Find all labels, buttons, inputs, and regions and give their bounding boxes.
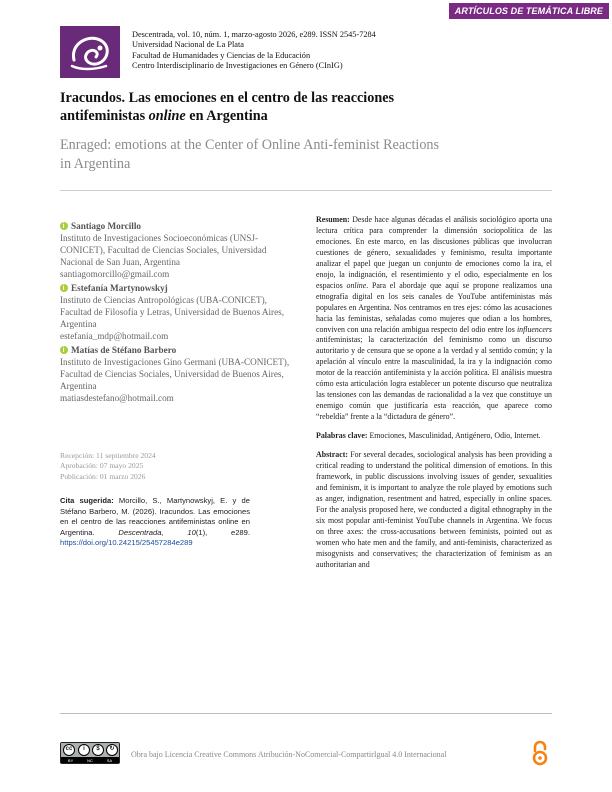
orcid-icon[interactable] [60, 284, 68, 292]
resumen-text: Desde hace algunas décadas el análisis sociológico aporta una lectura crítica para comprender la dimensión sociopolítica de las emociones. En este marco, en las discusiones públicas que involucran cuestiones de género, sexualidades y feminismo, resulta importante analizar el papel que juegan un conjunto de emociones como la ira, el enojo, la indignación, el resentimiento y el odio, especialmente en los espacios [316, 215, 552, 290]
authors-column [60, 220, 300, 406]
header-line: Descentrada, vol. 10, núm. 1, marzo-agosto 2026, e289. ISSN 2545-7284 [132, 30, 376, 39]
keywords-paragraph [316, 431, 552, 442]
cc-icon: cc [63, 744, 75, 756]
nc-icon: $ [92, 744, 104, 756]
citation-text: Morcillo, S., Martynowskyj, E. y de Stéfano Barbero, M. (2026). Iracundos. Las emociones en el centro de las reacciones antifeministas online en Argentina. [60, 496, 251, 537]
approved-date: Aprobación: 07 mayo 2025 [60, 461, 144, 471]
abstract-label: Abstract: [316, 450, 348, 460]
title-part: en Argentina [185, 108, 268, 124]
abstract-text: For several decades, sociological analysis has been providing a critical reading to understand the political dimension of emotions. In this framework, in public discussions involving issues of gender, sexualities and feminism, it is important to analyze the role played by emotions such as anger, indignation, resentment and hatred, especially in online spaces. For the analysis proposed here, we conducted a digital ethnography in the six most popular anti-feminist YouTube channels in Argentina. We focus on three axes: the cross-accusations between feminists, pointed out as women who hate men and the family, and anti-feminists, characterized as misogynists and conservatives; the characterization of feminism as an authoritarian and [316, 450, 552, 569]
sa-icon: ↻ [106, 744, 118, 756]
divider [60, 190, 552, 191]
resumen-label: Resumen: [316, 215, 350, 224]
article-title-english: Enraged: emotions at the Center of Online Anti-feminist Reactions in Argentina [60, 137, 440, 172]
author-name [60, 344, 300, 356]
orcid-icon[interactable] [60, 222, 68, 230]
title-emphasis: online [148, 108, 186, 124]
author-affiliation: Instituto de Investigaciones Gino Germani (UBA-CONICET), Facultad de Ciencias Sociales, Universidad de Buenos Aires, Argentina [60, 357, 290, 391]
resumen-emphasis: influencers [516, 324, 552, 334]
cc-terms-bar [61, 757, 119, 763]
citation-label: Cita sugerida: [60, 496, 114, 505]
license-text[interactable]: Obra bajo Licencia Creative Commons Atribución-NoComercial-CompartirIgual 4.0 Internacional [131, 750, 447, 759]
journal-logo [60, 26, 120, 78]
resumen-paragraph [316, 215, 552, 423]
author-name-text: Estefanía Martynowskyj [71, 283, 168, 293]
author-affiliation: Instituto de Investigaciones Socioeconómicas (UNSJ-CONICET), Facultad de Ciencias Sociales, Universidad Nacional de San Juan, Argentina [60, 233, 267, 267]
author-block [60, 344, 300, 404]
doi-link[interactable]: https://doi.org/10.24215/25457284e289 [60, 538, 193, 547]
keywords-text: Emociones, Masculinidad, Antigénero, Odio, Internet. [367, 431, 541, 441]
section-badge: ARTÍCULOS DE TEMÁTICA LIBRE [449, 3, 609, 19]
author-email[interactable]: santiagomorcillo@gmail.com [60, 269, 170, 279]
received-date: Recepción: 11 septiembre 2024 [60, 451, 156, 460]
orcid-icon[interactable] [60, 346, 68, 354]
author-block [60, 220, 300, 280]
abstract-paragraph [316, 450, 552, 570]
creative-commons-icon[interactable] [60, 742, 120, 764]
keywords-label: Palabras clave: [316, 431, 368, 441]
title-part: Iracundos. Las emociones en el centro de las reacciones antifeministas [60, 90, 395, 124]
header-line: Facultad de Humanidades y Ciencias de la Educación [132, 50, 311, 60]
journal-header [132, 30, 376, 72]
resumen-emphasis: online [346, 280, 367, 290]
citation-issue: (1), e289. [195, 527, 250, 537]
resumen-text: . Para el abordaje que aquí se propone realizamos una etnografía digital en los seis canales de YouTube antifeministas más populares en Argentina. Nos centramos en tres ejes: cómo las acusaciones hacia las feministas, señaladas como mujeres que odian a los hombres, conviven con una relación ambigua respecto del odio entre los [316, 280, 552, 334]
author-email[interactable]: estefania_mdp@hotmail.com [60, 331, 169, 341]
suggested-citation [60, 496, 250, 549]
author-name-text: Matías de Stéfano Barbero [71, 345, 177, 355]
cc-term: NC [87, 757, 93, 763]
cc-term: BY [67, 757, 74, 763]
by-icon: i [78, 744, 90, 756]
author-block [60, 282, 300, 342]
author-email[interactable]: matiasdestefano@hotmail.com [60, 393, 174, 403]
author-name-text: Santiago Morcillo [71, 221, 142, 231]
published-date: Publicación: 01 marzo 2026 [60, 471, 146, 481]
cc-term: SA [106, 757, 113, 763]
header-line: Universidad Nacional de La Plata [132, 40, 244, 50]
author-name [60, 220, 300, 232]
resumen-text: antifeministas; la caracterización del feminismo como un discurso autoritario y de censura que se opone a la verdad y al sentido común; y la apelación al vínculo entre la masculinidad, la ira y la indignación como motor de la reacción antifeminista y la acción política. El análisis muestra cómo esta articulación logra establecer un potente discurso que neutraliza las tensiones con las demandas de racionalidad a la vez que constituye un enemigo común que justificaría esta reacción, que aparece como “rebeldía” frente a la “dictadura de género”. [316, 335, 552, 422]
header-line: Centro Interdisciplinario de Investigaciones en Género (CInIG) [132, 61, 343, 71]
publication-dates [60, 451, 156, 482]
author-affiliation: Instituto de Ciencias Antropológicas (UBA-CONICET), Facultad de Filosofía y Letras, Universidad de Buenos Aires, Argentina [60, 295, 285, 329]
open-access-icon [530, 740, 550, 766]
article-title-spanish [60, 89, 420, 125]
divider [60, 713, 552, 714]
abstract-column [316, 215, 552, 579]
citation-journal: Descentrada, 10 [118, 527, 196, 537]
author-name [60, 282, 300, 294]
